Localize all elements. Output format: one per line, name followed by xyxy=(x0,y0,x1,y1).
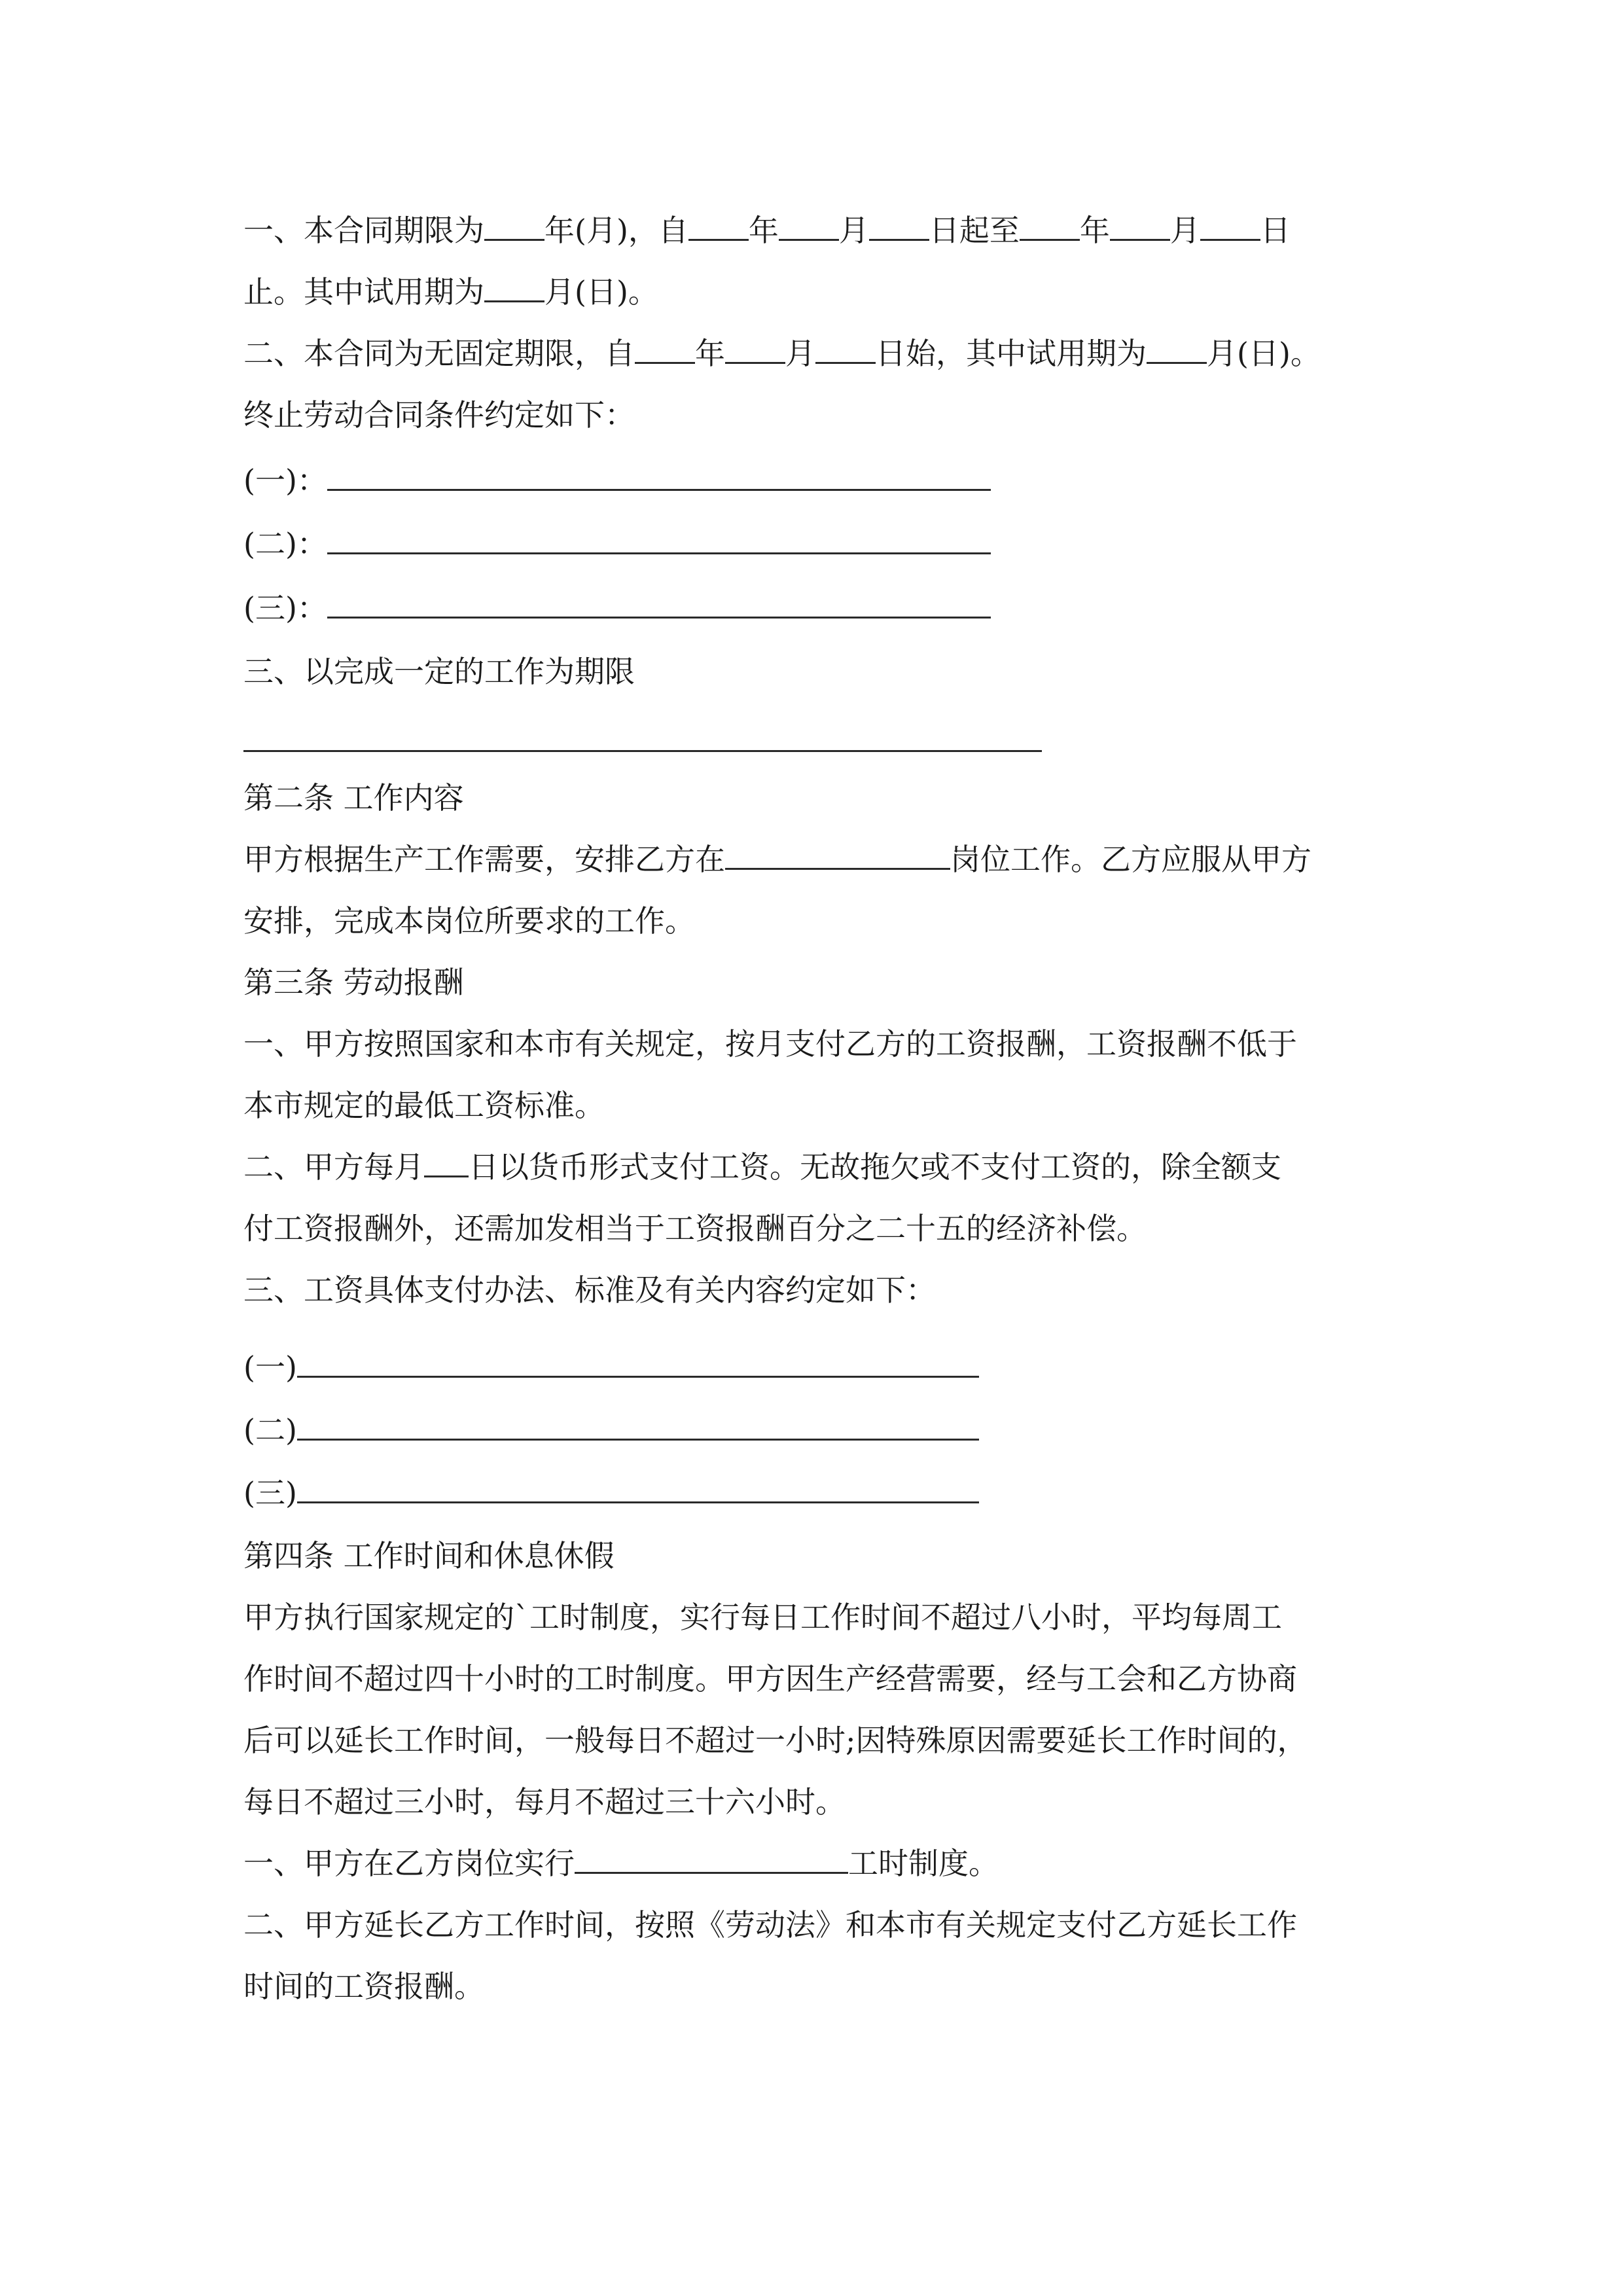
blank-open-day[interactable] xyxy=(815,332,876,364)
task-term-line: 三、以完成一定的工作为期限 xyxy=(243,654,635,689)
text: (二) xyxy=(243,1412,297,1448)
article-4-item-2-line-1: 二、甲方延长乙方工作时间，按照《劳动法》和本市有关规定支付乙方延长工作 xyxy=(243,1907,1297,1943)
article-3-item-2-line-2: 付工资报酬外，还需加发相当于工资报酬百分之二十五的经济补偿。 xyxy=(243,1211,1147,1246)
article-2-line-1 xyxy=(243,827,1311,892)
text: 工时制度。 xyxy=(848,1846,999,1881)
text: (二)： xyxy=(243,526,327,562)
article-4-para-line-3: 后可以延长工作时间，一般每日不超过一小时;因特殊原因需要延长工作时间的， xyxy=(243,1723,1308,1758)
blank-end-month[interactable] xyxy=(1110,209,1170,241)
text: 止。其中试用期为 xyxy=(243,274,484,310)
text: 一、本合同期限为 xyxy=(243,213,484,248)
blank-end-day[interactable] xyxy=(1200,209,1260,241)
termination-intro: 终止劳动合同条件约定如下： xyxy=(243,397,635,433)
blank-start-day[interactable] xyxy=(869,209,929,241)
text: 年 xyxy=(748,213,779,248)
blank-condition-2[interactable] xyxy=(327,522,991,554)
text: (三)： xyxy=(243,590,327,626)
text: 月 xyxy=(838,213,869,248)
article-4-heading: 第四条 工作时间和休息休假 xyxy=(243,1538,615,1573)
text: 岗位工作。乙方应服从甲方 xyxy=(950,842,1311,877)
text: 日始，其中试用期为 xyxy=(876,336,1147,371)
blank-condition-1[interactable] xyxy=(327,459,991,491)
article-3-item-1-line-2: 本市规定的最低工资标准。 xyxy=(243,1088,605,1123)
clause1-probation-line xyxy=(243,260,658,325)
text: 月 xyxy=(1169,213,1200,248)
blank-pay-detail-2[interactable] xyxy=(297,1408,979,1441)
text: 月(日)。 xyxy=(544,274,658,310)
blank-end-year[interactable] xyxy=(1020,209,1080,241)
text: 日起至 xyxy=(929,213,1020,248)
text: 年 xyxy=(695,336,725,371)
blank-position[interactable] xyxy=(725,838,950,870)
blank-open-year[interactable] xyxy=(635,332,695,364)
blank-open-probation[interactable] xyxy=(1147,332,1207,364)
blank-hours-system[interactable] xyxy=(575,1842,848,1874)
blank-start-month[interactable] xyxy=(779,209,839,241)
blank-pay-day[interactable] xyxy=(424,1145,469,1177)
article-4-para-line-1: 甲方执行国家规定的`工时制度，实行每日工作时间不超过八小时，平均每周工 xyxy=(243,1600,1282,1635)
termination-condition-2 xyxy=(243,512,991,577)
article-4-item-1 xyxy=(243,1831,999,1896)
blank-term-years[interactable] xyxy=(484,209,544,241)
article-3-item-1-line-1: 一、甲方按照国家和本市有关规定，按月支付乙方的工资报酬，工资报酬不低于 xyxy=(243,1026,1297,1062)
text: 二、甲方每月 xyxy=(243,1149,424,1185)
article-2-heading: 第二条 工作内容 xyxy=(243,780,464,816)
article-4-para-line-2: 作时间不超过四十小时的工时制度。甲方因生产经营需要，经与工会和乙方协商 xyxy=(243,1661,1297,1696)
blank-open-month[interactable] xyxy=(725,332,785,364)
article-3-heading: 第三条 劳动报酬 xyxy=(243,965,464,1000)
text: 年(月)，自 xyxy=(544,213,688,248)
pay-detail-2 xyxy=(243,1398,979,1463)
termination-condition-1 xyxy=(243,448,991,513)
blank-condition-3[interactable] xyxy=(327,586,991,619)
pay-detail-1 xyxy=(243,1335,979,1400)
text: (一)： xyxy=(243,463,327,498)
text: 甲方根据生产工作需要，安排乙方在 xyxy=(243,842,725,877)
text: 月 xyxy=(785,336,815,371)
blank-start-year[interactable] xyxy=(688,209,749,241)
text: 年 xyxy=(1079,213,1110,248)
text: 日 xyxy=(1260,213,1291,248)
termination-condition-3 xyxy=(243,576,991,641)
blank-pay-detail-3[interactable] xyxy=(297,1471,979,1503)
text: 二、本合同为无固定期限，自 xyxy=(243,336,635,371)
article-3-item-2-line-1 xyxy=(243,1135,1281,1200)
clause1-open-term-line xyxy=(243,321,1321,386)
blank-probation[interactable] xyxy=(484,270,544,302)
pay-detail-3 xyxy=(243,1461,979,1526)
text: 一、甲方在乙方岗位实行 xyxy=(243,1846,575,1881)
text: 月(日)。 xyxy=(1207,336,1321,371)
article-3-item-3: 三、工资具体支付办法、标准及有关内容约定如下： xyxy=(243,1272,936,1308)
text: (三) xyxy=(243,1475,297,1511)
blank-task-term[interactable] xyxy=(243,750,1042,752)
article-2-line-2: 安排，完成本岗位所要求的工作。 xyxy=(243,903,695,939)
text: 日以货币形式支付工资。无故拖欠或不支付工资的，除全额支 xyxy=(469,1149,1281,1185)
blank-pay-detail-1[interactable] xyxy=(297,1346,979,1378)
article-4-para-line-4: 每日不超过三小时，每月不超过三十六小时。 xyxy=(243,1784,846,1820)
text: (一) xyxy=(243,1350,297,1385)
clause1-fixed-term-line xyxy=(243,198,1291,263)
article-4-item-2-line-2: 时间的工资报酬。 xyxy=(243,1969,484,2004)
